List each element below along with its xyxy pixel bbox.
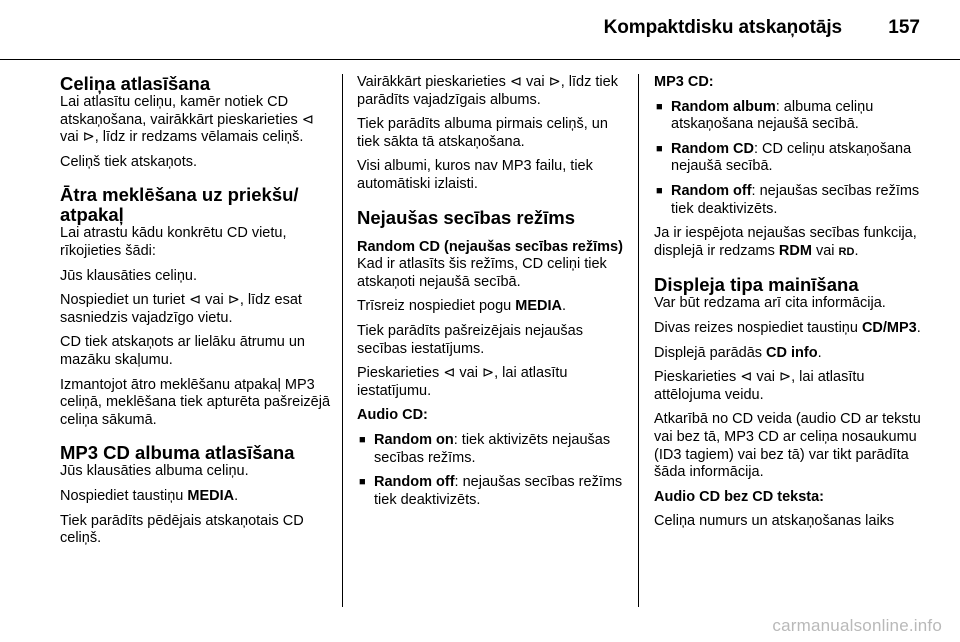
option-name: Random on <box>374 431 454 448</box>
paragraph <box>654 320 924 338</box>
paragraph: Tiek parādīts albuma pirmais celiņš, un tiek sākta tā atskaņošana. <box>357 116 608 150</box>
subheading-random-cd: Random CD (nejaušas secības režīms) <box>357 238 623 255</box>
text: . <box>854 242 859 259</box>
option-name: Random album <box>671 98 776 115</box>
text: Displejā parādās <box>654 344 767 361</box>
label-mp3-cd: MP3 CD: <box>654 74 714 90</box>
paragraph: CD tiek atskaņots ar lielāku ātrumu un mazāku skaļumu. <box>60 334 305 368</box>
bullet-icon: ■ <box>656 184 663 197</box>
text: Trīsreiz nospiediet pogu <box>357 298 516 315</box>
text: : nejaušas secības režīms tiek deaktivizēts. <box>671 182 920 217</box>
paragraph: Celiņš tiek atskaņots. <box>60 153 198 170</box>
text: : albuma celiņu atskaņošana nejaušā secībā. <box>671 98 874 133</box>
paragraph <box>357 298 630 316</box>
paragraph: Lai atlasītu celiņu, kamēr notiek CD atskaņošana, vairākkārt pieskarieties ⊲ vai ⊳, līdz ir redzams vēlamais celiņš. <box>60 94 314 146</box>
bullet-icon: ■ <box>656 142 663 155</box>
paragraph: Visi albumi, kuros nav MP3 failu, tiek automātiski izlaisti. <box>357 158 593 192</box>
keyword-media: MEDIA <box>515 298 562 315</box>
bullet-icon: ■ <box>359 476 366 489</box>
option-name: Random off <box>374 474 455 491</box>
header-rule <box>0 59 960 60</box>
text: Ja ir iespējota nejaušas secības funkcija, displejā ir redzams <box>654 225 917 259</box>
heading-mp3-album-select: MP3 CD albuma atlasīšana <box>60 442 295 464</box>
text: . <box>234 487 239 504</box>
random-icon: RD <box>838 245 855 258</box>
paragraph <box>60 488 332 506</box>
text: : tiek aktivizēts nejaušas secības režīms. <box>374 431 611 466</box>
option-name: Random off <box>671 182 752 199</box>
paragraph <box>654 225 924 261</box>
label-audio-cd-no-text: Audio CD bez CD teksta: <box>654 488 824 505</box>
header-title: Kompaktdisku atskaņotājs <box>603 17 842 38</box>
list-item <box>654 183 924 218</box>
text: Nospiediet taustiņu <box>60 487 188 504</box>
list-item <box>654 99 924 134</box>
text: vai <box>811 242 839 259</box>
column-2 <box>357 74 630 516</box>
column-3 <box>654 74 924 538</box>
paragraph: Celiņa numurs un atskaņošanas laiks <box>654 513 895 530</box>
text: : CD celiņu atskaņošana nejaušā secībā. <box>671 140 912 175</box>
paragraph: Pieskarieties ⊲ vai ⊳, lai atlasītu iestatījumu. <box>357 365 568 399</box>
heading-random-mode: Nejaušas secības režīms <box>357 206 576 228</box>
heading-track-select: Celiņa atlasīšana <box>60 73 211 94</box>
keyword-cd-mp3: CD/MP3 <box>861 319 917 336</box>
column-divider-1 <box>342 74 343 607</box>
text: Divas reizes nospiediet taustiņu <box>654 319 862 336</box>
heading-fast-search: Ātra meklēšana uz priekšu/ atpakaļ <box>60 184 299 226</box>
option-name: Random CD <box>671 140 754 157</box>
keyword-cd-info: CD info <box>766 344 818 361</box>
paragraph: Nospiediet un turiet ⊲ vai ⊳, līdz esat sasniedzis vajadzīgo vietu. <box>60 292 302 326</box>
keyword-media: MEDIA <box>187 487 235 504</box>
bullet-icon: ■ <box>656 100 663 113</box>
paragraph: Izmantojot ātro meklēšanu atpakaļ MP3 celiņā, meklēšana tiek apturēta pašreizējā celiņa sākumā. <box>60 376 331 428</box>
paragraph <box>654 345 924 363</box>
list-item <box>357 474 630 509</box>
text: . <box>561 298 567 315</box>
paragraph: Tiek parādīts pašreizējais nejaušas secības iestatījums. <box>357 322 583 357</box>
watermark: carmanualsonline.info <box>772 616 942 635</box>
paragraph: Atkarībā no CD veida (audio CD ar tekstu vai bez tā, MP3 CD ar celiņa nosaukumu (ID3 tagiem) vai bez tā) var tikt parādīta šāda informācija. <box>654 411 921 481</box>
paragraph: Tiek parādīts pēdējais atskaņotais CD celiņš. <box>60 512 304 547</box>
paragraph: Lai atrastu kādu konkrētu CD vietu, rīkojieties šādi: <box>60 225 287 259</box>
text: . <box>817 344 822 361</box>
page-number: 157 <box>888 17 920 38</box>
text: : nejaušas secības režīms tiek deaktivizēts. <box>374 474 623 508</box>
paragraph: Pieskarieties ⊲ vai ⊳, lai atlasītu attēlojuma veidu. <box>654 369 865 403</box>
list-item <box>357 432 630 467</box>
paragraph: Jūs klausāties albuma celiņu. <box>60 463 249 480</box>
paragraph: Var būt redzama arī cita informācija. <box>654 295 886 312</box>
label-audio-cd: Audio CD: <box>357 407 428 424</box>
paragraph: Kad ir atlasīts šis režīms, CD celiņi tiek atskaņoti nejaušā secībā. <box>357 256 607 290</box>
keyword-rdm: RDM <box>778 242 812 259</box>
heading-display-type: Displeja tipa mainīšana <box>654 274 859 296</box>
list-item <box>654 141 924 176</box>
paragraph: Vairākkārt pieskarieties ⊲ vai ⊳, līdz tiek parādīts vajadzīgais albums. <box>357 74 618 108</box>
bullet-icon: ■ <box>359 433 366 446</box>
column-1 <box>60 74 332 555</box>
text: . <box>916 319 921 336</box>
column-divider-2 <box>638 74 639 607</box>
paragraph: Jūs klausāties celiņu. <box>60 267 198 284</box>
